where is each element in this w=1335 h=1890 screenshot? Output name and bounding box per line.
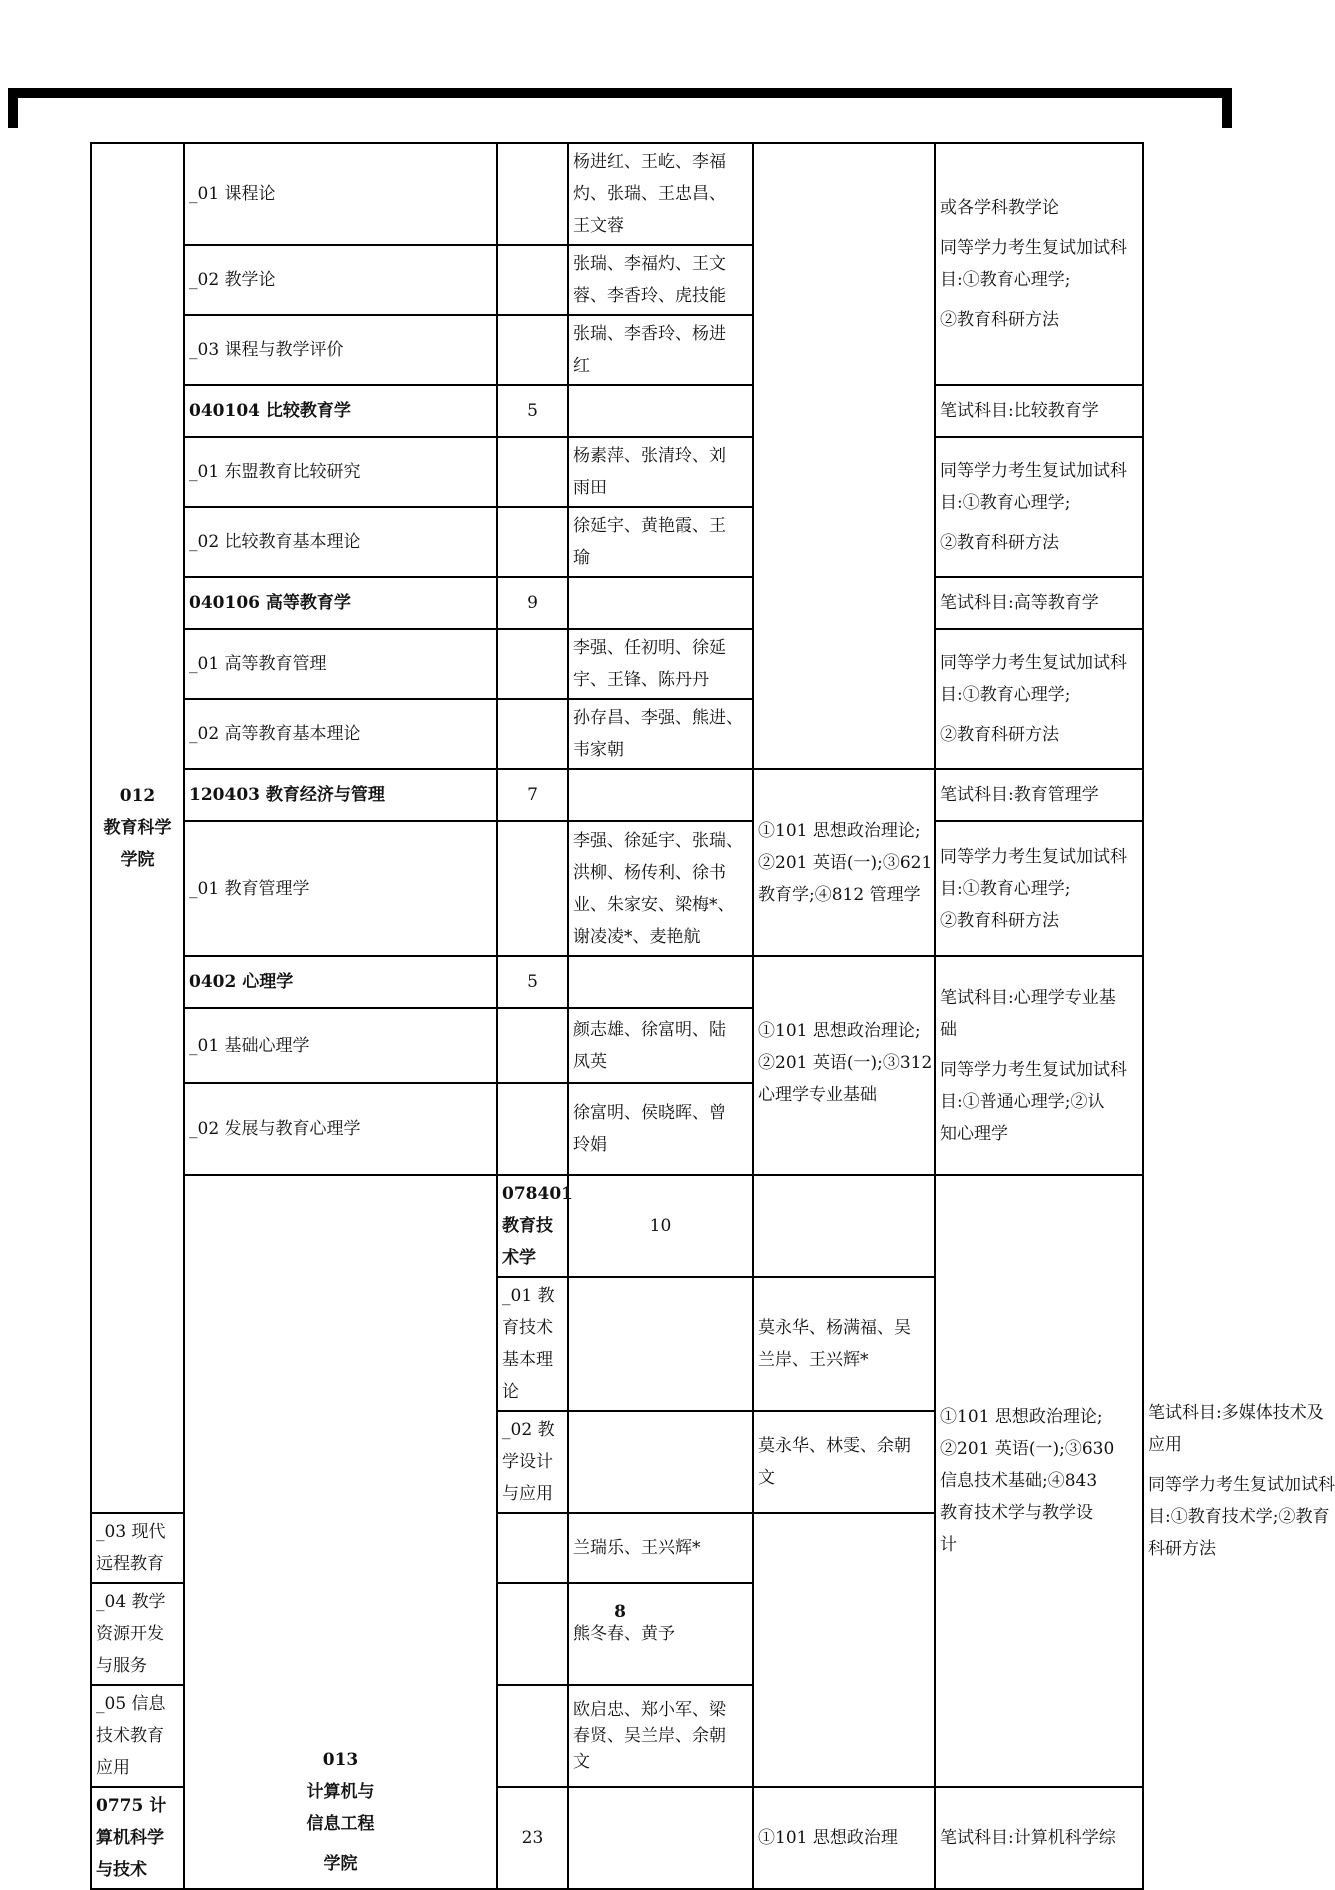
note-line: 笔试科目:心理学专业基 [940,987,1116,1008]
supervisor-line: 洪柳、杨传利、徐书 [573,862,726,883]
exam-subjects-cell [753,143,935,769]
table-row [91,769,1143,821]
supervisor-line: 宇、王锋、陈丹丹 [573,670,709,690]
quota-cell: 7 [497,769,568,821]
quota-cell [497,1583,568,1685]
enrollment-table [90,142,1335,1890]
direction-cell: _03 课程与教学评价 [184,315,497,385]
supervisor-line: 王文蓉 [573,216,624,236]
supervisor-line: 莫永华、杨满福、吴 [758,1318,911,1338]
department-name: 信息工程 [306,1814,375,1834]
note-cell [935,437,1143,577]
note-line: 笔试科目:高等教育学 [940,593,1099,613]
direction-cell: _01 教育技术基本理论 [497,1277,568,1411]
table-row [91,385,1143,437]
note-cell [935,821,1143,956]
department-cell [91,143,184,1513]
quota-cell [497,437,568,507]
quota-cell [568,1277,753,1411]
supervisor-line: 熊冬春、黄予 [573,1624,675,1644]
supervisor-cell [753,1277,935,1411]
table-row [91,437,1143,507]
major-cell: 078401 教育技术学 [497,1175,568,1277]
supervisor-line: 春贤、吴兰岸、余朝 [573,1726,726,1746]
supervisor-cell [753,1175,935,1277]
quota-cell [497,699,568,769]
supervisor-line: 红 [573,356,590,376]
supervisor-cell [568,1787,753,1889]
supervisor-line: 雨田 [573,478,607,498]
note-line: 或各学科教学论 [940,198,1059,218]
department-name: 计算机与 [306,1782,375,1802]
supervisor-cell [568,629,753,699]
supervisor-cell [568,1583,753,1685]
supervisor-cell [568,821,753,956]
exam-line: ②201 英语(一);③312 [758,1053,933,1073]
supervisor-line: 瑜 [573,548,590,568]
supervisor-line: 文 [758,1468,775,1488]
table-row [91,577,1143,629]
supervisor-cell [568,1685,753,1787]
note-line: 同等学力考生复试加试科 [940,238,1127,258]
exam-line: ①101 思想政治理 [758,1828,898,1848]
direction-cell: _02 教学设计与应用 [497,1411,568,1513]
exam-subjects-cell [753,769,935,956]
supervisor-line: 灼、张瑞、王忠昌、 [573,184,726,204]
note-line: 同等学力考生复试加试科 [940,461,1127,481]
note-cell [935,1787,1143,1889]
quota-cell [497,507,568,577]
supervisor-line: 颜志雄、徐富明、陆 [573,1019,726,1040]
exam-subjects-cell [753,956,935,1175]
quota-cell [497,245,568,315]
note-cell [935,769,1143,821]
note-line: 笔试科目:比较教育学 [940,401,1099,421]
supervisor-line: 韦家朝 [573,740,624,760]
supervisor-line: 李强、徐延宇、张瑞、 [573,830,743,851]
direction-cell: _01 基础心理学 [184,1008,497,1083]
direction-cell: _01 高等教育管理 [184,629,497,699]
quota-cell [497,315,568,385]
note-cell [935,143,1143,385]
supervisor-cell [568,577,753,629]
department-name: 教育科学 [103,818,172,838]
direction-cell: _02 比较教育基本理论 [184,507,497,577]
quota-cell [497,1513,568,1583]
supervisor-cell [568,1083,753,1175]
exam-line: ①101 思想政治理论; [940,1407,1103,1427]
direction-cell: _05 信息技术教育应用 [91,1685,184,1787]
direction-cell: _02 教学论 [184,245,497,315]
note-line: 目:①教育心理学; [940,878,1071,899]
quota-cell [497,1083,568,1175]
quota-cell [497,821,568,956]
exam-line: 教育学;④812 管理学 [758,884,921,905]
supervisor-line: 兰瑞乐、王兴辉* [573,1538,701,1558]
note-cell [935,629,1143,769]
exam-line: ①101 思想政治理论; [758,820,921,841]
supervisor-cell [568,956,753,1008]
supervisor-line: 文 [573,1752,590,1772]
quota-cell [568,1411,753,1513]
supervisor-line: 杨进红、王屹、李福 [573,152,726,172]
supervisor-line: 业、朱家安、梁梅*、 [573,894,735,915]
note-line: 目:①教育心理学; [940,493,1071,513]
supervisor-cell [568,437,753,507]
exam-line: ①101 思想政治理论; [758,1021,921,1041]
note-line: ②教育科研方法 [940,725,1059,745]
exam-subjects-cell [935,1175,1143,1787]
supervisor-cell [568,143,753,245]
note-line: 同等学力考生复试加试科 [940,846,1127,867]
major-cell: 040104 比较教育学 [184,385,497,437]
supervisor-line: 谢凌凌*、麦艳航 [573,926,701,947]
direction-cell: _01 教育管理学 [184,821,497,956]
table-row [91,143,1143,245]
table-row [91,629,1143,699]
quota-cell: 5 [497,385,568,437]
note-line: ②教育科研方法 [940,533,1059,553]
department-code: 012 [119,786,156,806]
supervisor-line: 凤英 [573,1051,607,1072]
major-cell: 120403 教育经济与管理 [184,769,497,821]
table-row [91,821,1143,956]
note-line: 础 [940,1019,957,1040]
exam-line: 心理学专业基础 [758,1085,877,1105]
supervisor-line: 杨素萍、张清玲、刘 [573,446,726,466]
note-line: 知心理学 [940,1123,1008,1144]
note-line: 目:①教育心理学; [940,270,1071,290]
direction-cell: _02 高等教育基本理论 [184,699,497,769]
supervisor-line: 孙存昌、李强、熊进、 [573,708,743,728]
quota-cell: 23 [497,1787,568,1889]
supervisor-cell [753,1411,935,1513]
exam-line: 信息技术基础;④843 [940,1471,1098,1491]
supervisor-line: 玲娟 [573,1135,607,1155]
note-cell [935,956,1143,1175]
exam-line: 计 [940,1535,957,1555]
supervisor-cell [568,385,753,437]
exam-line: ②201 英语(一);③630 [940,1439,1115,1459]
supervisor-line: 李强、任初明、徐延 [573,638,726,658]
department-name: 学院 [120,850,155,870]
table-row [91,956,1143,1008]
supervisor-cell [568,1513,753,1583]
direction-cell: _02 发展与教育心理学 [184,1083,497,1175]
supervisor-cell [568,245,753,315]
quota-cell [497,143,568,245]
supervisor-line: 欧启忠、郑小军、梁 [573,1700,726,1720]
supervisor-cell [568,1008,753,1083]
page-number: 8 [614,1602,626,1622]
exam-line: ②201 英语(一);③621 [758,852,933,873]
supervisor-cell [568,507,753,577]
note-line: 笔试科目:计算机科学综 [940,1828,1116,1848]
note-line: 笔试科目:教育管理学 [940,785,1099,805]
direction-cell: _03 现代远程教育 [91,1513,184,1583]
direction-cell: _04 教学资源开发与服务 [91,1583,184,1685]
supervisor-cell [568,769,753,821]
department-name: 学院 [323,1854,358,1874]
major-cell: 0402 心理学 [184,956,497,1008]
quota-cell [497,1685,568,1787]
department-code: 013 [322,1750,359,1770]
supervisor-line: 徐延宇、黄艳霞、王 [573,516,726,536]
note-line: ②教育科研方法 [940,310,1059,330]
note-line: ②教育科研方法 [940,910,1059,931]
department-cell [184,1175,497,1889]
supervisor-cell [568,699,753,769]
direction-cell: _01 课程论 [184,143,497,245]
note-line: 目:①教育心理学; [940,685,1071,705]
supervisor-line: 张瑞、李香玲、杨进 [573,324,726,344]
note-line: 同等学力考生复试加试科 [940,653,1127,673]
quota-cell: 5 [497,956,568,1008]
major-cell: 0775 计算机科学与技术 [91,1787,184,1889]
header-rule-right-tick [1222,88,1232,128]
supervisor-line: 张瑞、李福灼、王文 [573,254,726,274]
supervisor-line: 莫永华、林雯、余朝 [758,1436,911,1456]
note-cell [935,577,1143,629]
supervisor-line: 徐富明、侯晓晖、曾 [573,1103,726,1123]
major-cell: 040106 高等教育学 [184,577,497,629]
supervisor-line: 兰岸、王兴辉* [758,1350,869,1370]
supervisor-line: 蓉、李香玲、虎技能 [573,286,726,306]
table-row: 013 计算机与 信息工程 学院 078401 教育技术学 10 ①101 思想政治理论; ②201 英语(一);③630 信息技术基础;④843 教育技术学与教学设 计 笔试科目:多媒体技术及 应用 同等学力考生复试加试科 目:①教育技术学;②教育 科研方法 [91,1175,1143,1277]
header-rule-left-tick [8,88,18,128]
quota-cell [497,629,568,699]
quota-cell [497,1008,568,1083]
exam-subjects-cell [753,1787,935,1889]
note-line: 目:①普通心理学;②认 [940,1091,1105,1112]
note-cell [935,385,1143,437]
exam-line: 教育技术学与教学设 [940,1503,1093,1523]
note-line: 同等学力考生复试加试科 [940,1059,1127,1080]
direction-cell: _01 东盟教育比较研究 [184,437,497,507]
quota-cell: 10 [568,1175,753,1277]
supervisor-cell [568,315,753,385]
header-rule [8,88,1232,98]
quota-cell: 9 [497,577,568,629]
